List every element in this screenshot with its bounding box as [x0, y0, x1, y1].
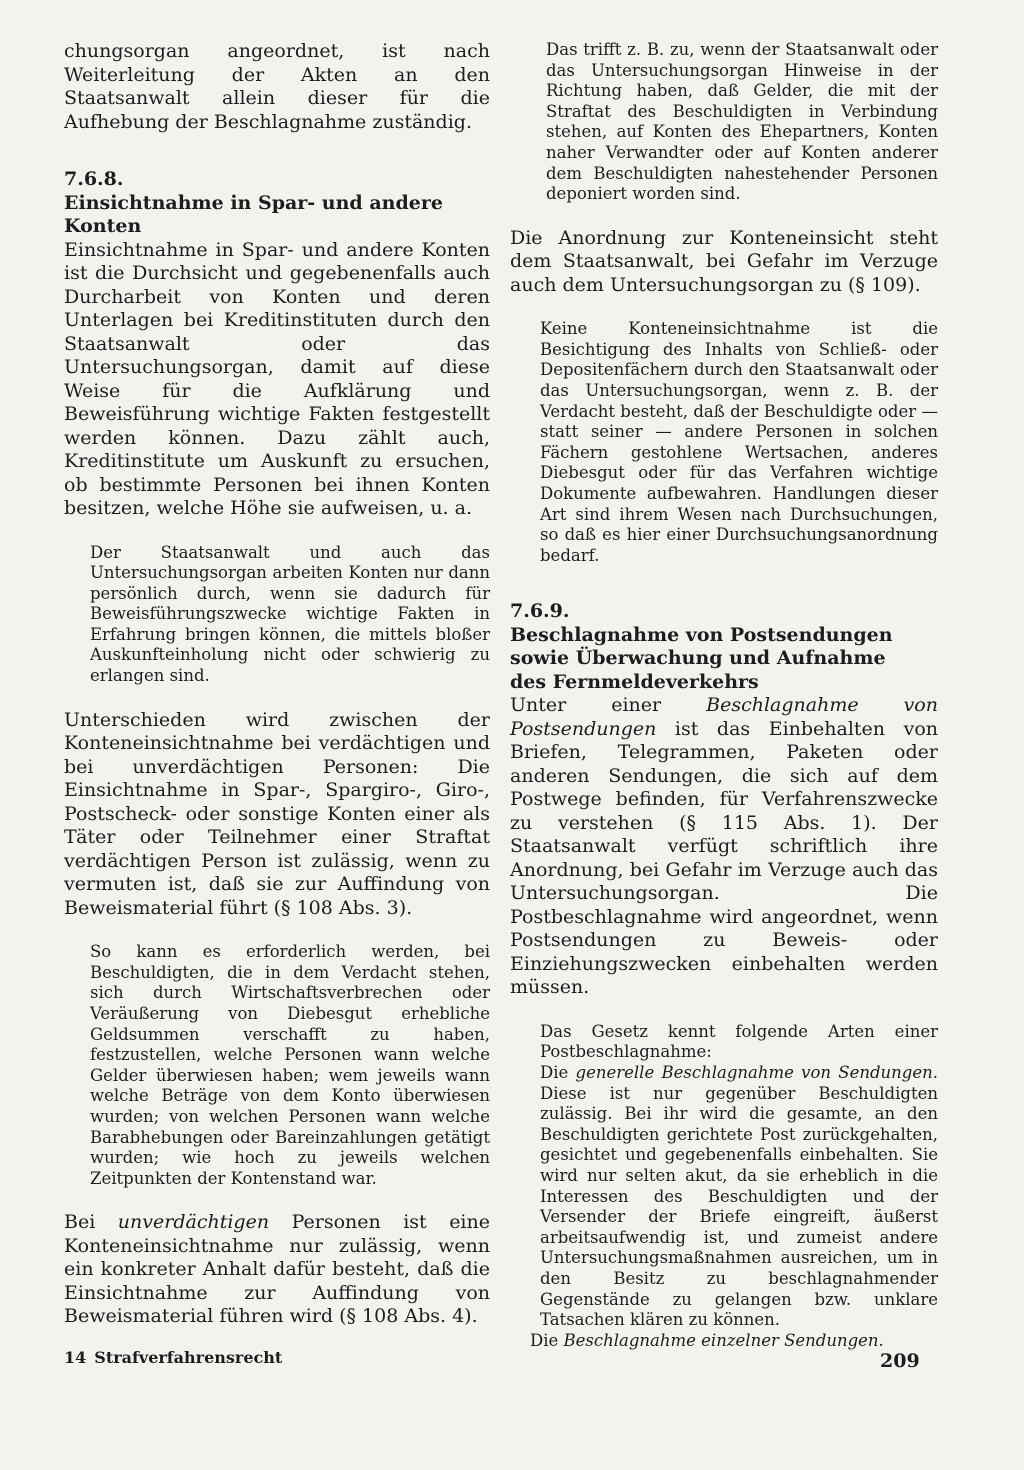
- section-title-line: Beschlagnahme von Postsendungen: [510, 623, 893, 646]
- note-paragraph: Der Staatsanwalt und auch das Untersuchungsorgan arbeiten Konten nur dann persönlich durch, wenn sie dadurch für Beweisführungszwecke wichtige Fakten in Erfahrung bringen können, die mittels bloßer Auskunfteinholung nicht oder schwierig zu erlangen sind.: [90, 542, 490, 686]
- note-paragraph: [540, 1063, 938, 1331]
- section-number: 7.6.9.: [510, 600, 570, 623]
- section-title-line: des Fernmeldeverkehrs: [510, 670, 759, 693]
- left-column: [64, 40, 490, 1329]
- note-paragraph: Das Gesetz kennt folgende Arten einer Postbeschlagnahme:: [540, 1021, 938, 1062]
- note-paragraph: Keine Konteneinsichtnahme ist die Besichtigung des Inhalts von Schließ- oder Depositenfächern durch den Staatsanwalt oder das Untersuchungsorgan, wenn z. B. der Verdacht besteht, daß der Beschuldigte oder — statt seiner — andere Personen in solchen Fächern gestohlene Wertsachen, anderes Diebesgut oder für das Verfahren wichtige Dokumente aufbewahren. Handlungen dieser Art sind ihrem Wesen nach Durchsuchungen, so daß es hier einer Durchsuchungsanordnung bedarf.: [540, 319, 938, 565]
- text-span: Die: [530, 1330, 564, 1350]
- printer-signature: [64, 1348, 282, 1367]
- text-span: Bei: [64, 1211, 118, 1234]
- paragraph: Einsichtnahme in Spar- und andere Konten ist die Durchsicht und gegebenenfalls auch Durcharbeit von Konten und deren Unterlagen bei Kreditinstituten durch den Staatsanwalt oder das Untersuchungsorgan, damit auf diese Weise für die Aufklärung und Beweisführung wichtige Fakten festgestellt werden können. Dazu zählt auch, Kreditinstitute um Auskunft zu ersuchen, ob bestimmte Personen bei ihnen Konten besitzen, welche Höhe sie aufweisen, u. a.: [64, 238, 490, 519]
- paragraph: chungsorgan angeordnet, ist nach Weiterleitung der Akten an den Staatsanwalt allein dieser für die Aufhebung der Beschlagnahme zuständig.: [64, 40, 490, 133]
- signature-number: 14: [64, 1348, 87, 1367]
- note-paragraph: Das trifft z. B. zu, wenn der Staatsanwalt oder das Untersuchungsorgan Hinweise in der Richtung haben, daß Gelder, die mit der Straftat des Beschuldigten in Verbindung stehen, auf Konten des Ehepartners, Konten naher Verwandter oder auf Konten anderer dem Beschuldigten nahestehender Personen deponiert worden sind.: [546, 40, 938, 204]
- note-paragraph: [510, 1331, 938, 1352]
- text-span: ist das Einbehalten von Briefen, Telegrammen, Paketen oder anderen Sendungen, die sich auf dem Postwege befinden, für Verfahrenszwecke zu verstehen (§ 115 Abs. 1). Der Staatsanwalt verfügt schriftlich ihre Anordnung, bei Gefahr im Verzuge auch das Untersuchungsorgan. Die Postbeschlagnahme wird angeordnet, wenn Postsendungen zu Beweis- oder Einziehungszwecken einbehalten werden müssen.: [510, 717, 938, 999]
- text-span: Die: [540, 1063, 576, 1083]
- text-span: Unter einer: [510, 694, 707, 717]
- emphasis: unverdächtigen: [117, 1211, 270, 1234]
- paragraph: Die Anordnung zur Konteneinsicht steht dem Staatsanwalt, bei Gefahr im Verzuge auch dem Untersuchungsorgan zu (§ 109).: [510, 226, 938, 296]
- paragraph: [64, 1211, 490, 1329]
- emphasis: Beschlagnahme einzelner Sendungen.: [563, 1330, 884, 1350]
- emphasis: generelle Beschlagnahme von Sendungen.: [575, 1063, 938, 1083]
- right-column: [510, 40, 938, 1351]
- page-number: 209: [880, 1350, 920, 1372]
- paragraph: Unterschieden wird zwischen der Konteneinsichtnahme bei verdächtigen und bei unverdächtigen Personen: Die Einsichtnahme in Spar-, Spargiro-, Giro-, Postscheck- oder sonstige Konten einer als Täter oder Teilnehmer einer Straftat verdächtigen Person ist zulässig, wenn zu vermuten ist, daß sie zur Auffindung von Beweismaterial führt (§ 108 Abs. 3).: [64, 708, 490, 919]
- section-number: 7.6.8.: [64, 168, 124, 190]
- note-paragraph: So kann es erforderlich werden, bei Beschuldigten, die in dem Verdacht stehen, sich durch Wirtschaftsverbrechen oder Veräußerung von Diebesgut erhebliche Geldsummen verschafft zu haben, festzustellen, welche Personen wann welche Gelder überwiesen haben; wem jeweils wann welche Beträge von dem Konto überwiesen wurden; von welchen Personen wann welche Barabhebungen oder Bareinzahlungen getätigt wurden; wie hoch zu jeweils welchen Zeitpunkten der Kontenstand war.: [90, 942, 490, 1188]
- text-span: Personen ist eine Konteneinsichtnahme nur zulässig, wenn ein konkreter Anhalt dafür besteht, daß die Einsichtnahme zur Auffindung von Beweismaterial führen wird (§ 108 Abs. 4).: [64, 1211, 490, 1328]
- signature-title: Strafverfahrensrecht: [94, 1348, 283, 1367]
- paragraph: [510, 694, 938, 1000]
- text-span: Diese ist nur gegenüber Beschuldigten zulässig. Bei ihr wird die gesamte, an den Beschuldigten gerichtete Post zurückgehalten, gesichtet und gegebenenfalls einbehalten. Sie wird nur selten akut, da sie erheblich in die Interessen des Beschuldigten und der Versender der Briefe eingreift, äußerst arbeitsaufwendig ist, und zumeist andere Untersuchungsmaßnahmen ausreichen, um in den Besitz zu beschlagnahmender Gegenstände zu gelangen bzw. unklare Tatsachen klären zu können.: [540, 1083, 938, 1330]
- section-title: Einsichtnahme in Spar- und andere Konten: [64, 191, 443, 237]
- emphasis: Beschlagnahme von Postsendungen: [510, 694, 938, 740]
- section-title-line: sowie Überwachung und Aufnahme: [510, 647, 886, 670]
